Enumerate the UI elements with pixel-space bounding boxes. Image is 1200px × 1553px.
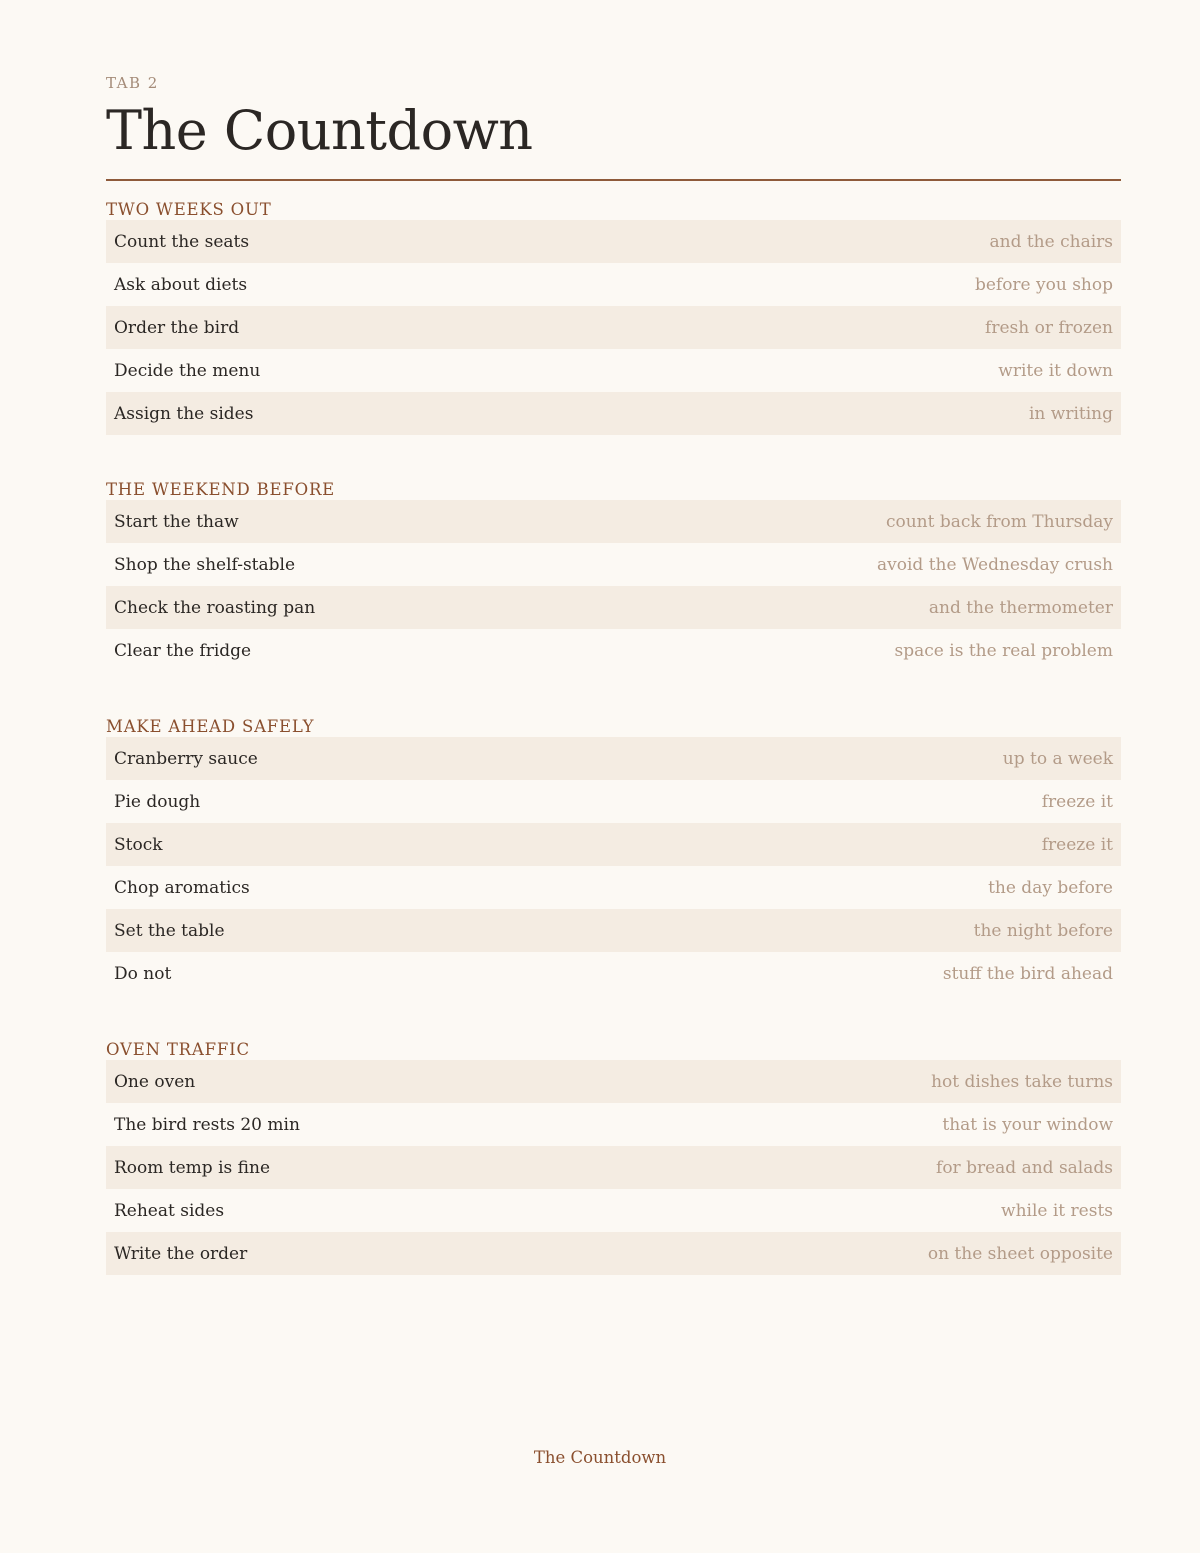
- list-item: [106, 1146, 1121, 1189]
- page-title: The Countdown: [106, 99, 533, 162]
- task-note: and the chairs: [989, 231, 1113, 252]
- list-item: [106, 952, 1121, 995]
- task-label: Start the thaw: [114, 511, 239, 532]
- task-note: and the thermometer: [928, 597, 1113, 618]
- list-item: [106, 629, 1121, 672]
- title-divider: [106, 179, 1121, 181]
- task-note: the day before: [988, 877, 1113, 898]
- list-item: [106, 543, 1121, 586]
- task-note: space is the real problem: [894, 640, 1113, 661]
- task-label: Do not: [114, 963, 172, 984]
- list-item: [106, 306, 1121, 349]
- list-item: [106, 1232, 1121, 1275]
- list-item: [106, 909, 1121, 952]
- task-note: freeze it: [1041, 791, 1113, 812]
- list-item: [106, 349, 1121, 392]
- task-label: The bird rests 20 min: [114, 1114, 300, 1135]
- checklist: [106, 220, 1121, 435]
- task-note: avoid the Wednesday crush: [877, 554, 1113, 575]
- list-item: [106, 780, 1121, 823]
- task-label: Ask about diets: [114, 274, 248, 295]
- section-weekend-before: [106, 479, 1121, 672]
- task-label: Check the roasting pan: [114, 597, 316, 618]
- task-note: count back from Thursday: [885, 511, 1113, 532]
- task-note: on the sheet opposite: [927, 1243, 1113, 1264]
- task-note: before you shop: [974, 274, 1113, 295]
- task-note: stuff the bird ahead: [942, 963, 1113, 984]
- task-note: while it rests: [1001, 1200, 1113, 1221]
- list-item: [106, 1103, 1121, 1146]
- list-item: [106, 586, 1121, 629]
- task-note: fresh or frozen: [985, 317, 1113, 338]
- section-heading: TWO WEEKS OUT: [106, 200, 272, 219]
- task-note: in writing: [1028, 403, 1113, 424]
- task-note: the night before: [973, 920, 1113, 941]
- section-heading: MAKE AHEAD SAFELY: [106, 717, 315, 736]
- section-oven-traffic: [106, 1039, 1121, 1275]
- section-heading: OVEN TRAFFIC: [106, 1040, 250, 1059]
- task-label: Reheat sides: [114, 1200, 225, 1221]
- task-label: Room temp is fine: [114, 1157, 271, 1178]
- tab-label: TAB 2: [106, 74, 159, 92]
- task-note: that is your window: [942, 1114, 1113, 1135]
- task-label: Decide the menu: [114, 360, 261, 381]
- task-label: Stock: [114, 834, 163, 855]
- checklist: [106, 737, 1121, 995]
- task-label: Order the bird: [114, 317, 240, 338]
- task-label: Count the seats: [114, 231, 250, 252]
- task-label: Set the table: [114, 920, 225, 941]
- task-note: for bread and salads: [936, 1157, 1113, 1178]
- task-label: Shop the shelf-stable: [114, 554, 296, 575]
- task-note: up to a week: [1002, 748, 1113, 769]
- list-item: [106, 823, 1121, 866]
- list-item: [106, 220, 1121, 263]
- checklist: [106, 1060, 1121, 1275]
- page-footer: The Countdown: [533, 1448, 667, 1467]
- task-label: One oven: [114, 1071, 196, 1092]
- task-label: Cranberry sauce: [114, 748, 258, 769]
- list-item: [106, 1189, 1121, 1232]
- list-item: [106, 500, 1121, 543]
- section-two-weeks-out: [106, 199, 1121, 435]
- section-heading: THE WEEKEND BEFORE: [106, 480, 336, 499]
- task-label: Clear the fridge: [114, 640, 252, 661]
- list-item: [106, 392, 1121, 435]
- task-label: Write the order: [114, 1243, 248, 1264]
- list-item: [106, 866, 1121, 909]
- list-item: [106, 1060, 1121, 1103]
- checklist: [106, 500, 1121, 672]
- task-note: freeze it: [1041, 834, 1113, 855]
- section-make-ahead: [106, 716, 1121, 995]
- list-item: [106, 263, 1121, 306]
- list-item: [106, 737, 1121, 780]
- task-note: write it down: [998, 360, 1113, 381]
- task-label: Pie dough: [114, 791, 201, 812]
- task-note: hot dishes take turns: [931, 1071, 1113, 1092]
- task-label: Assign the sides: [114, 403, 254, 424]
- task-label: Chop aromatics: [114, 877, 250, 898]
